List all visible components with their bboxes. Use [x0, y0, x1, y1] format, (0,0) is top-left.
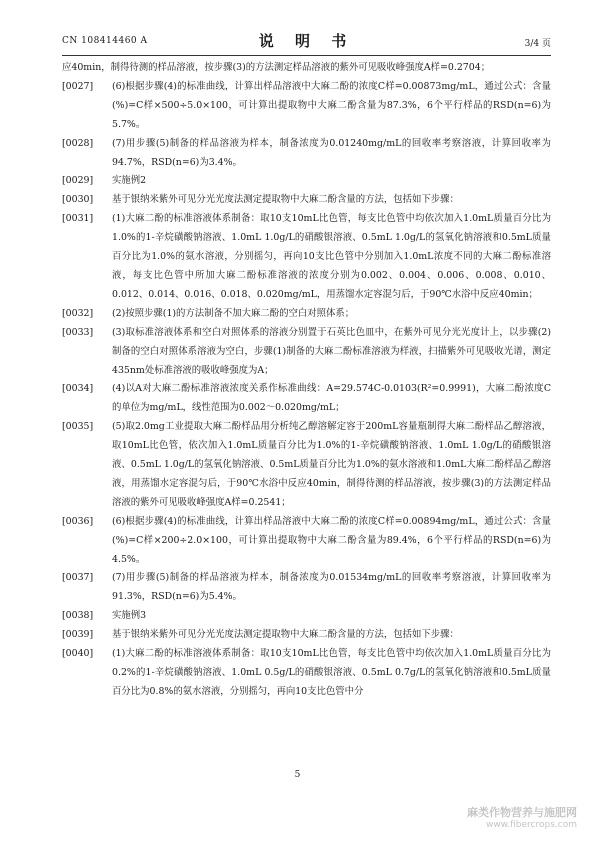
paragraph-number: [0036]: [62, 515, 94, 527]
paragraph-0033: [62, 324, 551, 381]
paragraph-0036: [62, 513, 551, 570]
paragraph-0035: [62, 418, 551, 513]
paragraph-0039: [62, 626, 551, 645]
paragraph-number: [0031]: [62, 213, 94, 225]
paragraph-number: [0032]: [62, 307, 94, 319]
paragraph-number: [0038]: [62, 610, 94, 622]
paragraph-text: 应40min，制得待测的样品溶液，按步骤(3)的方法测定样品溶液的紫外可见吸收峰强度A样=0.2704；: [62, 62, 491, 73]
paragraph-0029: [62, 172, 551, 191]
paragraph-number: [0040]: [62, 648, 94, 660]
watermark: [467, 806, 577, 832]
paragraph-number: [0039]: [62, 629, 94, 641]
paragraph-number: [0030]: [62, 194, 94, 206]
document-body: [62, 59, 551, 702]
paragraph-text: (2)按照步骤(1)的方法制备不加大麻二酚的空白对照体系；: [112, 307, 355, 319]
paragraph-0034: [62, 380, 551, 418]
paragraph-0028: [62, 135, 551, 173]
paragraph-number: [0033]: [62, 326, 94, 338]
paragraph-number: [0037]: [62, 572, 94, 584]
page-number: 5: [294, 770, 301, 780]
paragraph-0031: [62, 210, 551, 305]
paragraph-text: (3)取标准溶液体系和空白对照体系的溶液分别置于石英比色皿中，在紫外可见分光光度计上，以步骤(2)制备的空白对照体系溶液为空白，步骤(1)制备的大麻二酚标准溶液为样液，扫描紫外可见吸收光谱，测定435nm处标准溶液的吸收峰强度为A；: [112, 326, 551, 376]
paragraph-number: [0028]: [62, 137, 94, 149]
paragraph-0030: [62, 191, 551, 210]
paragraph-0027: [62, 78, 551, 135]
section-heading: 实施例3: [112, 610, 147, 622]
paragraph-text: (7)用步骤(5)制备的样品溶液为样本，制备浓度为0.01240mg/mL的回收率考察溶液，计算回收率为94.7%，RSD(n=6)为3.4%。: [112, 137, 551, 168]
watermark-url: www.fibercrops.com: [486, 820, 577, 830]
section-heading: 实施例2: [112, 175, 147, 187]
header-rule: [62, 55, 551, 56]
paragraph-text: (6)根据步骤(4)的标准曲线，计算出样品溶液中大麻二酚的浓度C样=0.00894mg/mL，通过公式：含量(%)=C样×200÷2.0×100，可计算出提取物中大麻二酚含量为89.4%，6个平行样品的RSD(n=6)为4.5%。: [112, 515, 551, 565]
paragraph-number: [0029]: [62, 175, 94, 187]
paragraph-text: (1)大麻二酚的标准溶液体系制备：取10支10mL比色管，每支比色管中均依次加入1.0mL质量百分比为1.0%的1-辛烷磺酸钠溶液、1.0mL 1.0g/L的硝酸银溶液、0.5mL 1.0g/L的氢氧化钠溶液和0.5mL质量百分比为1.0%的氨水溶液，分别摇匀，再向10支比色管中分别加入1.0mL浓度不同的大麻二酚标准溶液，每支比色管中所加大麻二酚标准溶液的浓度分别为0.002、0.004、0.006、0.008、0.010、0.012、0.014、0.016、0.018、0.020mg/mL，用蒸馏水定容混匀后，于90℃水浴中反应40min；: [112, 213, 551, 300]
paragraph-number: [0027]: [62, 80, 94, 92]
paragraph-0032: [62, 305, 551, 324]
paragraph-continuation: [62, 59, 551, 78]
page-info: 3/4 页: [524, 39, 551, 49]
watermark-site-name: 麻类作物营养与施肥网: [467, 806, 577, 819]
publication-number: CN 108414460 A: [62, 36, 148, 46]
page-header: [62, 28, 551, 52]
paragraph-text: 基于银纳米紫外可见分光光度法测定提取物中大麻二酚含量的方法，包括如下步骤：: [112, 629, 459, 641]
paragraph-text: (7)用步骤(5)制备的样品溶液为样本，制备浓度为0.01534mg/mL的回收率考察溶液，计算回收率为91.3%，RSD(n=6)为5.4%。: [112, 572, 551, 603]
paragraph-0038: [62, 607, 551, 626]
paragraph-text: 基于银纳米紫外可见分光光度法测定提取物中大麻二酚含量的方法，包括如下步骤：: [112, 194, 459, 206]
paragraph-text: (1)大麻二酚的标准溶液体系制备：取10支10mL比色管，每支比色管中均依次加入1.0mL质量百分比为0.2%的1-辛烷磺酸钠溶液、1.0mL 0.5g/L的硝酸银溶液、0.5mL 0.7g/L的氢氧化钠溶液和0.5mL质量百分比为0.8%的氨水溶液，分别摇匀，再向10支比色管中分: [112, 648, 551, 697]
paragraph-0040: [62, 645, 551, 702]
document-title: 说 明 书: [258, 32, 355, 50]
paragraph-text: (5)取2.0mg工业提取大麻二酚样品用分析纯乙醇溶解定容于200mL容量瓶制得大麻二酚样品乙醇溶液，取10mL比色管，依次加入1.0mL质量百分比为1.0%的1-辛烷磺酸钠溶液、1.0mL 1.0g/L的硝酸银溶液、0.5mL 1.0g/L的氢氧化钠溶液、0.5mL质量百分比为1.0%的氨水溶液和1.0mL大麻二酚样品乙醇溶液，用蒸馏水定容混匀后，于90℃水浴中反应40min，制得待测的样品溶液，按步骤(3)的方法测定样品溶液的紫外可见吸收峰强度A样=0.2541；: [112, 421, 551, 508]
paragraph-number: [0034]: [62, 383, 94, 395]
paragraph-0037: [62, 569, 551, 607]
paragraph-text: (6)根据步骤(4)的标准曲线，计算出样品溶液中大麻二酚的浓度C样=0.00873mg/mL，通过公式：含量(%)=C样×500÷5.0×100，可计算出提取物中大麻二酚含量为87.3%，6个平行样品的RSD(n=6)为5.7%。: [112, 80, 551, 130]
paragraph-text: (4)以A对大麻二酚标准溶液浓度关系作标准曲线：A=29.574C-0.0103(R²=0.9991)，大麻二酚浓度C的单位为mg/mL，线性范围为0.002～0.020mg/mL；: [112, 383, 551, 414]
paragraph-number: [0035]: [62, 421, 94, 433]
